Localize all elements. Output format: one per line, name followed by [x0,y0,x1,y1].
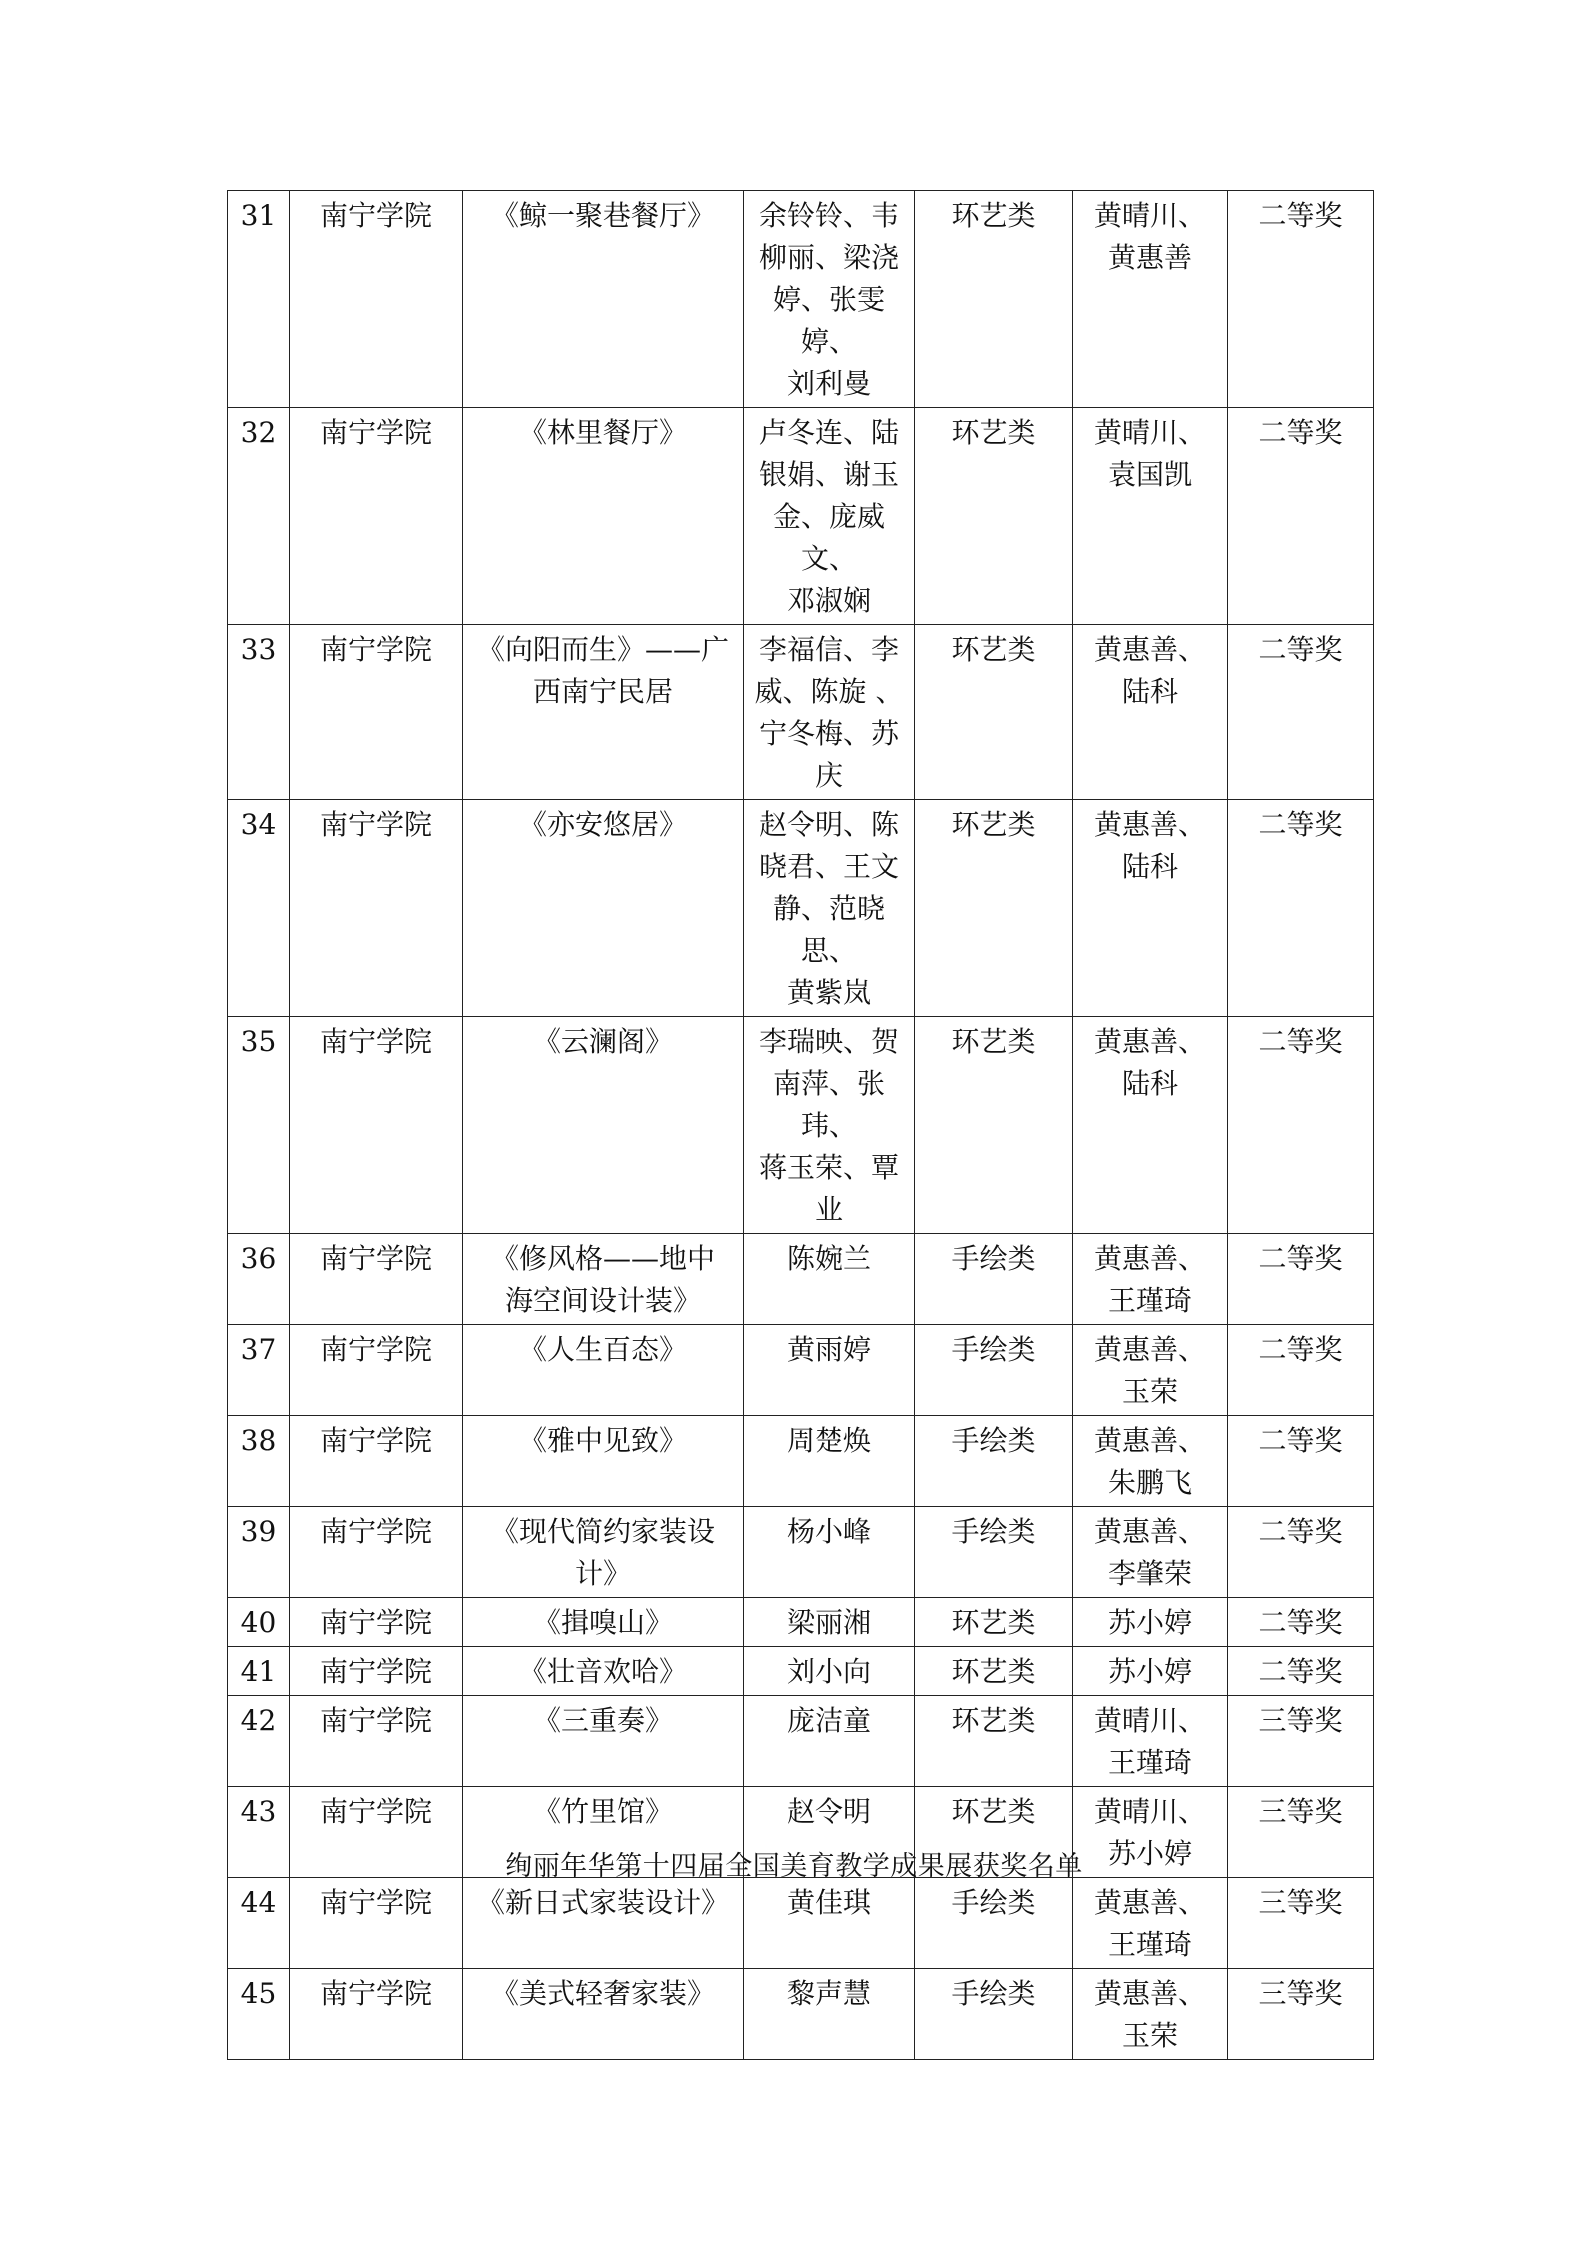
cell-authors-line: 庆 [814,759,843,792]
table-row [228,1878,1374,1969]
cell-number: 40 [228,1598,290,1647]
cell-work-title [463,1507,744,1598]
cell-authors [744,1507,915,1598]
cell-authors-line: 周楚焕 [786,1424,871,1457]
cell-advisors-line: 玉荣 [1121,1375,1178,1408]
cell-authors-line: 黎声慧 [786,1977,871,2010]
cell-category: 环艺类 [915,1647,1073,1696]
cell-school: 南宁学院 [290,1416,463,1507]
cell-school: 南宁学院 [290,1325,463,1416]
cell-award: 二等奖 [1228,1507,1374,1598]
cell-authors-line: 静、范晓思、 [772,892,885,967]
table-row [228,1325,1374,1416]
cell-category: 手绘类 [915,1507,1073,1598]
table-body [228,191,1374,2060]
cell-category: 环艺类 [915,408,1073,625]
cell-authors-line: 邓淑娴 [786,584,871,617]
cell-work-title [463,1416,744,1507]
cell-category: 环艺类 [915,800,1073,1017]
cell-authors-line: 刘利曼 [786,367,871,400]
cell-category: 环艺类 [915,1696,1073,1787]
cell-authors [744,1969,915,2060]
cell-number: 43 [228,1787,290,1878]
cell-authors [744,1598,915,1647]
cell-advisors-line: 黄惠善、 [1093,1025,1206,1058]
cell-authors [744,1234,915,1325]
cell-work-title-line: 《现代简约家装设 [490,1515,715,1548]
cell-school: 南宁学院 [290,1507,463,1598]
cell-authors [744,1696,915,1787]
cell-authors-line: 梁丽湘 [786,1606,871,1639]
cell-number: 41 [228,1647,290,1696]
cell-advisors [1073,1598,1228,1647]
cell-authors [744,1325,915,1416]
table-row [228,1598,1374,1647]
table-row [228,625,1374,800]
cell-category: 环艺类 [915,1787,1073,1878]
cell-school: 南宁学院 [290,625,463,800]
cell-advisors-line: 黄晴川、 [1093,1704,1206,1737]
cell-advisors-line: 黄惠善、 [1093,1977,1206,2010]
cell-category: 环艺类 [915,1598,1073,1647]
cell-work-title [463,1325,744,1416]
cell-authors-line: 赵令明、陈 [758,808,899,841]
cell-advisors-line: 黄惠善、 [1093,1515,1206,1548]
cell-work-title [463,1647,744,1696]
cell-authors-line: 蒋玉荣、覃 [758,1151,899,1184]
cell-work-title-line: 《林里餐厅》 [518,416,687,449]
cell-authors [744,408,915,625]
cell-authors-line: 金、庞威文、 [772,500,885,575]
cell-number: 42 [228,1696,290,1787]
cell-authors [744,800,915,1017]
cell-work-title [463,1969,744,2060]
cell-work-title-line: 《新日式家装设计》 [476,1886,729,1919]
cell-advisors-line: 陆科 [1121,675,1178,708]
cell-award: 二等奖 [1228,1647,1374,1696]
cell-authors-line: 业 [814,1193,843,1226]
cell-advisors [1073,1878,1228,1969]
cell-work-title-line: 《三重奏》 [532,1704,673,1737]
cell-advisors-line: 王瑾琦 [1107,1746,1192,1779]
cell-award: 三等奖 [1228,1878,1374,1969]
cell-advisors-line: 黄晴川、 [1093,1795,1206,1828]
cell-number: 33 [228,625,290,800]
cell-authors [744,625,915,800]
cell-school: 南宁学院 [290,191,463,408]
cell-award: 二等奖 [1228,1598,1374,1647]
cell-authors-line: 李瑞映、贺 [758,1025,899,1058]
cell-work-title-line: 《云澜阁》 [532,1025,673,1058]
cell-authors-line: 杨小峰 [786,1515,871,1548]
cell-work-title [463,1696,744,1787]
cell-work-title-line: 《修风格——地中 [490,1242,715,1275]
cell-work-title-line: 《向阳而生》——广 [476,633,729,666]
cell-school: 南宁学院 [290,1234,463,1325]
cell-authors-line: 黄佳琪 [786,1886,871,1919]
cell-work-title-line: 海空间设计装》 [504,1284,701,1317]
cell-work-title-line: 《雅中见致》 [518,1424,687,1457]
cell-category: 手绘类 [915,1969,1073,2060]
cell-advisors-line: 苏小婷 [1107,1606,1192,1639]
cell-award: 二等奖 [1228,1325,1374,1416]
cell-category: 手绘类 [915,1416,1073,1507]
cell-work-title-line: 《揖嗅山》 [532,1606,673,1639]
cell-category: 环艺类 [915,1017,1073,1234]
cell-advisors-line: 黄惠善、 [1093,1242,1206,1275]
cell-school: 南宁学院 [290,1647,463,1696]
cell-advisors [1073,191,1228,408]
cell-authors-line: 南萍、张玮、 [772,1067,885,1142]
document-caption: 绚丽年华第十四届全国美育教学成果展获奖名单 [505,1851,1083,1882]
cell-authors-line: 宁冬梅、苏 [758,717,899,750]
cell-advisors [1073,408,1228,625]
cell-award: 三等奖 [1228,1787,1374,1878]
cell-advisors-line: 陆科 [1121,850,1178,883]
table-row [228,800,1374,1017]
cell-work-title-line: 《人生百态》 [518,1333,687,1366]
cell-work-title [463,1598,744,1647]
cell-school: 南宁学院 [290,1696,463,1787]
cell-advisors [1073,1969,1228,2060]
cell-category: 手绘类 [915,1878,1073,1969]
cell-work-title [463,800,744,1017]
cell-work-title-line: 西南宁民居 [532,675,673,708]
cell-authors-line: 刘小向 [786,1655,871,1688]
cell-authors-line: 庞洁童 [786,1704,871,1737]
cell-category: 手绘类 [915,1234,1073,1325]
cell-award: 二等奖 [1228,191,1374,408]
cell-advisors [1073,1647,1228,1696]
cell-advisors [1073,625,1228,800]
cell-school: 南宁学院 [290,1969,463,2060]
cell-award: 二等奖 [1228,408,1374,625]
cell-authors [744,1416,915,1507]
cell-advisors-line: 李肇荣 [1107,1557,1192,1590]
cell-school: 南宁学院 [290,1787,463,1878]
cell-work-title [463,408,744,625]
cell-advisors [1073,1234,1228,1325]
cell-number: 32 [228,408,290,625]
cell-award: 三等奖 [1228,1696,1374,1787]
table-row [228,408,1374,625]
cell-authors-line: 婷、张雯婷、 [772,283,885,358]
cell-award: 二等奖 [1228,1234,1374,1325]
cell-number: 36 [228,1234,290,1325]
cell-advisors [1073,1696,1228,1787]
cell-authors-line: 柳丽、梁浇 [758,241,899,274]
cell-authors-line: 余铃铃、韦 [758,199,899,232]
cell-advisors-line: 苏小婷 [1107,1655,1192,1688]
cell-number: 45 [228,1969,290,2060]
cell-work-title [463,191,744,408]
cell-advisors-line: 苏小婷 [1107,1837,1192,1870]
cell-work-title-line: 《竹里馆》 [532,1795,673,1828]
cell-work-title-line: 《壮音欢哈》 [518,1655,687,1688]
cell-school: 南宁学院 [290,408,463,625]
table-row [228,1507,1374,1598]
cell-advisors-line: 黄惠善、 [1093,1424,1206,1457]
cell-authors-line: 银娟、谢玉 [758,458,899,491]
cell-advisors-line: 黄晴川、 [1093,416,1206,449]
cell-work-title-line: 计》 [574,1557,631,1590]
cell-authors-line: 李福信、李 [758,633,899,666]
table-row [228,191,1374,408]
cell-award: 二等奖 [1228,800,1374,1017]
cell-number: 38 [228,1416,290,1507]
cell-advisors [1073,1017,1228,1234]
cell-category: 环艺类 [915,625,1073,800]
award-list-table [227,190,1374,2060]
cell-advisors-line: 黄晴川、 [1093,199,1206,232]
cell-school: 南宁学院 [290,1598,463,1647]
cell-number: 34 [228,800,290,1017]
cell-advisors-line: 黄惠善、 [1093,1333,1206,1366]
cell-authors-line: 黄雨婷 [786,1333,871,1366]
cell-advisors [1073,800,1228,1017]
table-row [228,1017,1374,1234]
cell-authors [744,1017,915,1234]
table-row [228,1696,1374,1787]
cell-authors-line: 赵令明 [786,1795,871,1828]
cell-advisors [1073,1416,1228,1507]
cell-advisors-line: 王瑾琦 [1107,1284,1192,1317]
cell-advisors [1073,1507,1228,1598]
cell-number: 31 [228,191,290,408]
cell-advisors-line: 黄惠善、 [1093,1886,1206,1919]
cell-work-title [463,1017,744,1234]
cell-authors-line: 黄紫岚 [786,976,871,1009]
cell-award: 二等奖 [1228,625,1374,800]
cell-work-title [463,625,744,800]
cell-work-title [463,1234,744,1325]
cell-advisors-line: 玉荣 [1121,2019,1178,2052]
cell-award: 二等奖 [1228,1416,1374,1507]
cell-advisors-line: 黄惠善、 [1093,808,1206,841]
cell-advisors [1073,1325,1228,1416]
cell-advisors-line: 王瑾琦 [1107,1928,1192,1961]
cell-advisors-line: 黄惠善 [1107,241,1192,274]
cell-authors [744,191,915,408]
cell-award: 三等奖 [1228,1969,1374,2060]
cell-award: 二等奖 [1228,1017,1374,1234]
cell-work-title [463,1878,744,1969]
cell-work-title-line: 《鲸一聚巷餐厅》 [490,199,715,232]
cell-advisors-line: 朱鹏飞 [1107,1466,1192,1499]
cell-authors-line: 陈婉兰 [786,1242,871,1275]
cell-number: 44 [228,1878,290,1969]
cell-work-title-line: 《亦安悠居》 [518,808,687,841]
cell-school: 南宁学院 [290,800,463,1017]
cell-school: 南宁学院 [290,1878,463,1969]
cell-school: 南宁学院 [290,1017,463,1234]
table-row [228,1647,1374,1696]
cell-number: 39 [228,1507,290,1598]
cell-category: 环艺类 [915,191,1073,408]
cell-number: 35 [228,1017,290,1234]
cell-advisors-line: 黄惠善、 [1093,633,1206,666]
table-row [228,1416,1374,1507]
cell-work-title-line: 《美式轻奢家装》 [490,1977,715,2010]
cell-advisors-line: 袁国凯 [1107,458,1192,491]
table-row [228,1234,1374,1325]
cell-authors-line: 卢冬连、陆 [758,416,899,449]
cell-number: 37 [228,1325,290,1416]
table-row [228,1969,1374,2060]
cell-authors [744,1647,915,1696]
cell-authors-line: 晓君、王文 [758,850,899,883]
cell-advisors-line: 陆科 [1121,1067,1178,1100]
cell-authors-line: 威、陈旋 、 [754,675,904,708]
cell-authors [744,1878,915,1969]
cell-category: 手绘类 [915,1325,1073,1416]
